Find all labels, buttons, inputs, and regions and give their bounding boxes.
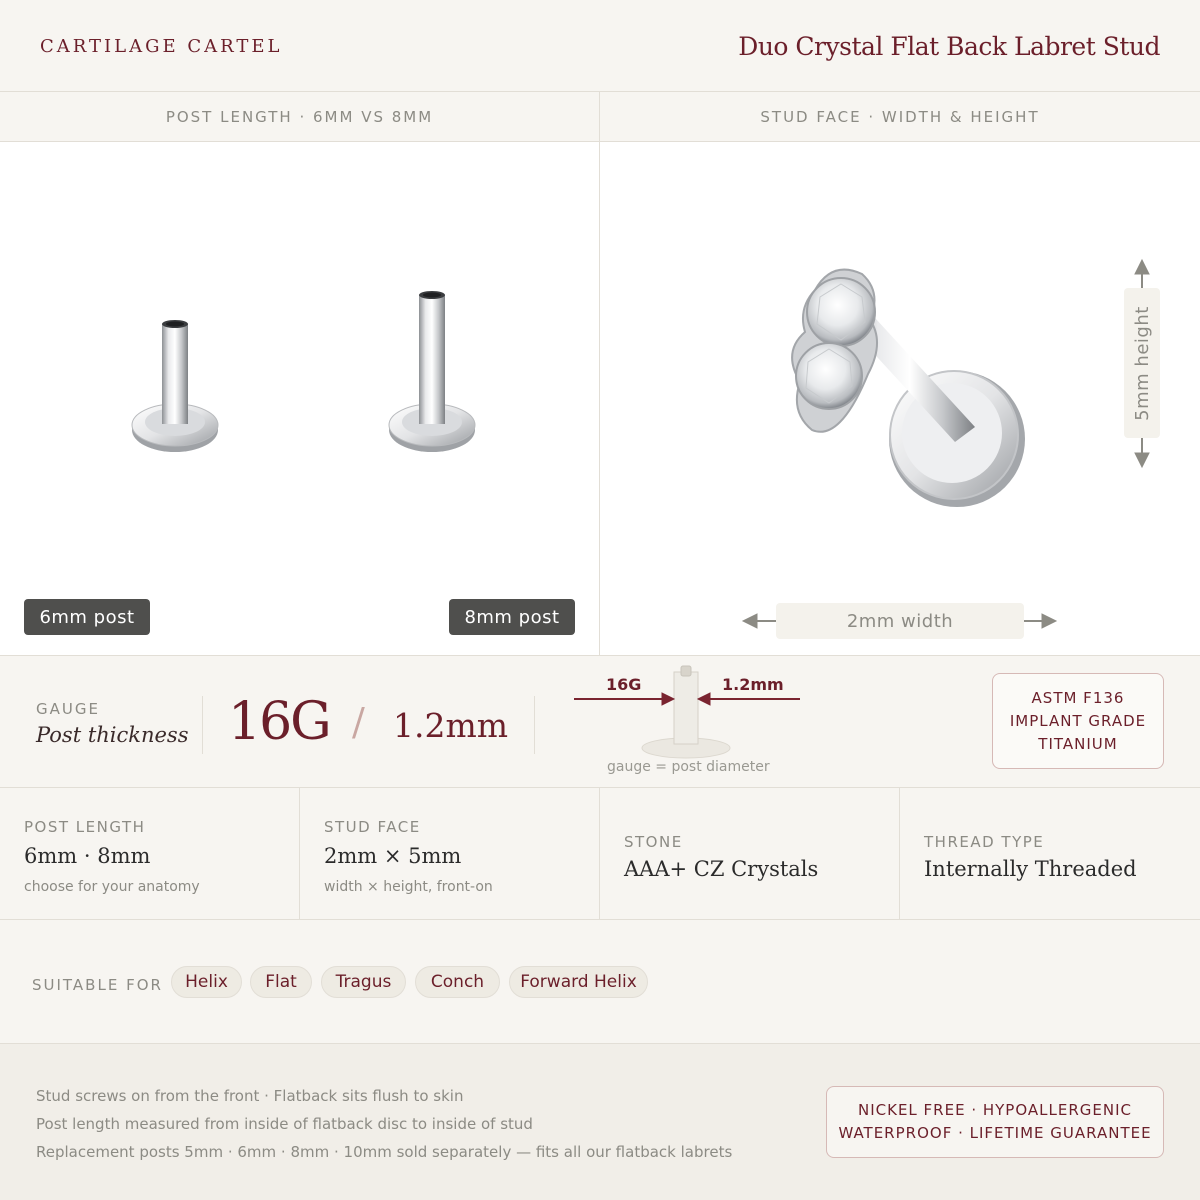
post-8mm [389, 291, 475, 452]
diagram-16g-label: 16G [606, 675, 642, 694]
brand-logo[interactable]: CARTILAGE CARTEL [40, 36, 283, 57]
astm-line: TITANIUM [1038, 734, 1118, 753]
header [0, 0, 1200, 92]
post-6mm [132, 320, 218, 452]
post-8mm-label: 8mm post [449, 599, 575, 635]
gauge-slash: / [352, 700, 365, 744]
diagram-mm-label: 1.2mm [722, 675, 784, 694]
product-title: Duo Crystal Flat Back Labret Stud [738, 32, 1160, 61]
gauge-value: 16G [228, 692, 330, 752]
gauge-mm: 1.2mm [393, 706, 509, 745]
gauge-subtitle: Post thickness [36, 723, 189, 747]
guarantee-line: WATERPROOF · LIFETIME GUARANTEE [838, 1124, 1152, 1142]
spec-caption: STONE [624, 833, 683, 851]
chip-tragus[interactable]: Tragus [321, 966, 406, 998]
divider [202, 696, 203, 754]
divider [534, 696, 535, 754]
suitable-caption: SUITABLE FOR [32, 976, 163, 994]
post-length-panel-header: POST LENGTH · 6MM VS 8MM [0, 92, 600, 142]
footer-line: Stud screws on from the front · Flatback sits flush to skin [36, 1087, 464, 1105]
chip-forward-helix[interactable]: Forward Helix [509, 966, 648, 998]
width-label: 2mm width [776, 603, 1024, 639]
chip-conch[interactable]: Conch [415, 966, 500, 998]
spec-caption: STUD FACE [324, 818, 421, 836]
spec-value: 2mm × 5mm [324, 844, 462, 868]
height-label-box [1124, 288, 1160, 438]
diagram-caption: gauge = post diameter [607, 759, 770, 775]
spec-caption: POST LENGTH [24, 818, 146, 836]
astm-line: ASTM F136 [1031, 688, 1125, 707]
stud-image [600, 142, 1200, 656]
chip-flat[interactable]: Flat [250, 966, 312, 998]
astm-line: IMPLANT GRADE [1009, 711, 1147, 730]
astm-badge [992, 673, 1164, 769]
crystal-bottom [796, 343, 862, 409]
spec-value: 6mm · 8mm [24, 844, 151, 868]
stud-face-panel [600, 142, 1200, 656]
footer-line: Post length measured from inside of flatback disc to inside of stud [36, 1115, 533, 1133]
spec-value: Internally Threaded [924, 857, 1137, 881]
spec-note: choose for your anatomy [24, 879, 200, 895]
post-6mm-image [0, 142, 600, 656]
spec-note: width × height, front-on [324, 879, 493, 895]
spec-value: AAA+ CZ Crystals [624, 857, 819, 881]
gauge-row [0, 656, 1200, 788]
chip-helix[interactable]: Helix [171, 966, 242, 998]
gauge-caption: GAUGE [36, 700, 100, 718]
spec-thread-type [900, 788, 1200, 920]
stud-face-panel-header: STUD FACE · WIDTH & HEIGHT [600, 92, 1200, 142]
spec-caption: THREAD TYPE [924, 833, 1045, 851]
spec-stone [600, 788, 900, 920]
footer-line: Replacement posts 5mm · 6mm · 8mm · 10mm sold separately — fits all our flatback labrets [36, 1143, 733, 1161]
spec-stud-face [300, 788, 600, 920]
height-label: 5mm height [1131, 305, 1153, 421]
footer [0, 1044, 1200, 1200]
spec-post-length [0, 788, 300, 920]
guarantee-line: NICKEL FREE · HYPOALLERGENIC [858, 1101, 1132, 1119]
post-6mm-label: 6mm post [24, 599, 150, 635]
suitable-for-row [0, 920, 1200, 1044]
post-length-panel [0, 142, 600, 656]
crystal-top [807, 278, 875, 346]
guarantee-badge [826, 1086, 1164, 1158]
